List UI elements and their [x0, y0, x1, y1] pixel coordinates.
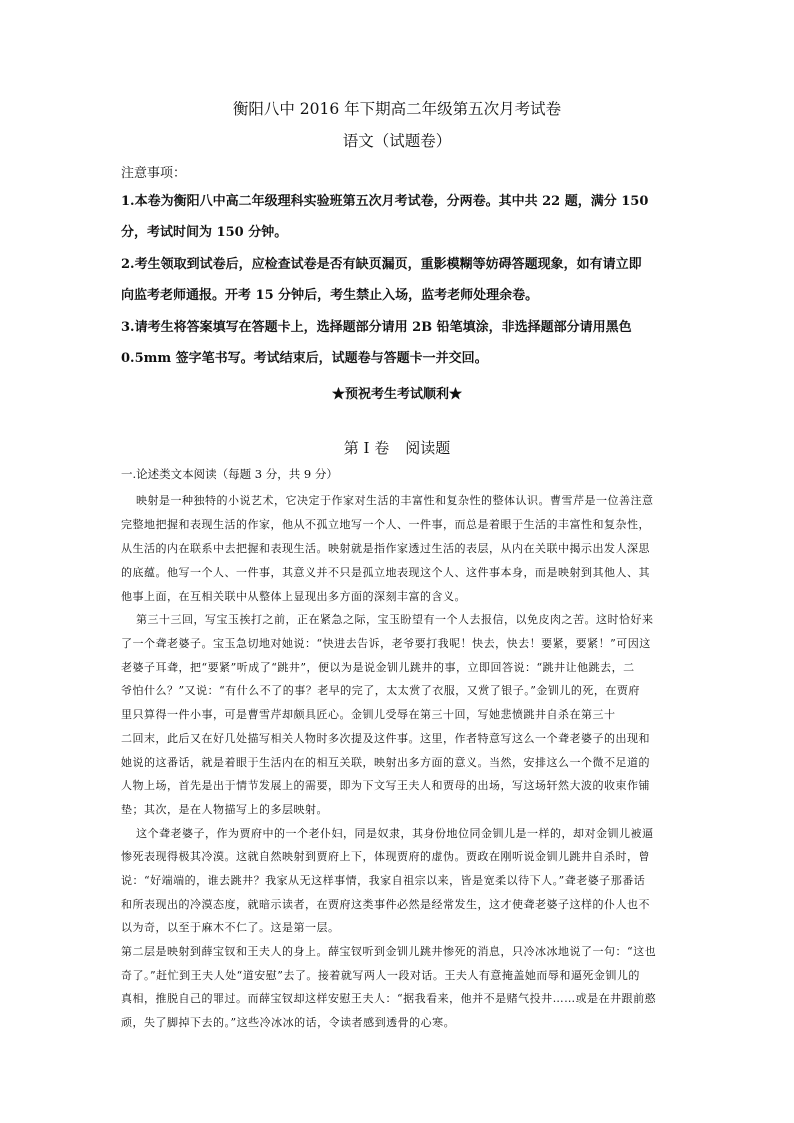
passage-line: 和所表现出的冷漠态度，就暗示读者，在贾府这类事件必然是经常发生，这才使聋老婆子这样的仆人也不	[121, 898, 650, 911]
passage-line: 人物上场，首先是出于情节发展上的需要，即为下文写王夫人和贾母的出场，写这场轩然大波的收束作铺	[121, 779, 650, 792]
section-name: 阅读题	[405, 439, 451, 457]
passage-line: 他事上面，在互相关联中从整体上显现出多方面的深刻丰富的含义。	[121, 590, 466, 603]
passage-line: 的底蕴。他写一个人、一件事，其意义并不只是孤立地表现这个人、这件事本身，而是映射到其他人、其	[121, 566, 650, 579]
passage-line: 二回末，此后又在好几处描写相关人物时多次提及这件事。这里，作者特意写这么一个聋老婆子的出现和	[121, 732, 650, 745]
passage-line: 以为奇，以至于麻木不仁了。这是第一层。	[121, 921, 340, 934]
exam-title: 衡阳八中 2016 年下期高二年级第五次月考试卷	[232, 100, 562, 118]
passage-line: 惨死表现得极其冷漠。这就自然映射到贾府上下，体现贾府的虚伪。贾政在刚听说金钏儿跳井自杀时，曾	[121, 850, 650, 863]
passage-line: 垫；其次，是在人物描写上的多层映射。	[121, 803, 328, 816]
passage-line: 奇了。”赶忙到王夫人处“道安慰”去了。接着就写两人一段对话。王夫人有意掩盖她而辱和逼死金钏儿的	[121, 969, 640, 982]
passage-line: 老婆子耳聋，把“要紧”听成了“跳井”，便以为是说金钏儿跳井的事，立即回答说：“跳井让他跳去，二	[121, 661, 635, 674]
passage-line: 了一个聋老婆子。宝玉急切地对她说：“快进去告诉，老爷要打我呢！快去，快去！要紧，要紧！”可因这	[121, 637, 651, 650]
notice-line: 分，考试时间为 150 分钟。	[121, 225, 288, 240]
passage-line: 映射是一种独特的小说艺术，它决定于作家对生活的丰富性和复杂性的整体认识。曹雪芹是一位善注意	[136, 494, 654, 507]
passage-line: 这个聋老婆子，作为贾府中的一个老仆妇，同是奴隶，其身份地位同金钏儿是一样的，却对金钏儿被逼	[136, 827, 654, 840]
passage-line: 她说的这番话，就是着眼于生活内在的相互关联，映射出多方面的意义。当然，安排这么一个微不足道的	[121, 756, 650, 769]
good-luck-banner: ★预祝考生考试顺利★	[331, 387, 462, 402]
passage-line: 里只算得一件小事，可是曹雪芹却颇具匠心。金钏儿受辱在第三十回，写她悲愤跳井自杀在第三十	[121, 708, 616, 721]
notice-heading: 注意事项：	[121, 166, 187, 181]
notice-line: 3.请考生将答案填写在答题卡上，选择题部分请用 2B 铅笔填涂，非选择题部分请用黑色	[121, 320, 632, 335]
passage-line: 第二层是映射到薛宝钗和王夫人的身上。薛宝钗听到金钏儿跳井惨死的消息，只冷冰冰地说了一句：“这也	[121, 945, 657, 958]
part-title: 一.论述类文本阅读（每题 3 分，共 9 分）	[121, 467, 338, 481]
section-label: 第 I 卷	[343, 439, 390, 457]
section-heading	[0, 437, 794, 458]
passage-line: 顽，失了脚掉下去的。”这些冷冰冰的话，令读者感到透骨的心寒。	[121, 1016, 456, 1029]
passage-line: 完整地把握和表现生活的作家，他从不孤立地写一个人、一件事，而总是着眼于生活的丰富性和复杂性，	[121, 518, 650, 531]
notice-line: 向监考老师通报。开考 15 分钟后，考生禁止入场，监考老师处理余卷。	[121, 288, 539, 303]
passage-line: 说：“好端端的，谁去跳井？我家从无这样事情，我家自祖宗以来，皆是宽柔以待下人。”聋老婆子那番话	[121, 874, 646, 887]
passage-line: 第三十三回，写宝玉挨打之前，正在紧急之际，宝玉盼望有一个人去报信，以免皮肉之苦。这时恰好来	[136, 613, 654, 626]
notice-line: 0.5mm 签字笔书写。考试结束后，试题卷与答题卡一并交回。	[121, 351, 488, 366]
notice-line: 1.本卷为衡阳八中高二年级理科实验班第五次月考试卷，分两卷。其中共 22 题，满分 150	[121, 194, 649, 209]
passage-line: 爷怕什么？”又说：“有什么不了的事？老早的完了，太太赏了衣服，又赏了银子。”金钏儿的死，在贾府	[121, 684, 640, 697]
notice-line: 2.考生领取到试卷后，应检查试卷是否有缺页漏页，重影模糊等妨碍答题现象，如有请立即	[121, 257, 642, 272]
passage-line: 从生活的内在联系中去把握和表现生活。映射就是指作家透过生活的表层，从内在关联中揭示出发人深思	[121, 542, 650, 555]
passage-line: 真相，推脱自己的罪过。而薛宝钗却这样安慰王夫人：“据我看来，他并不是赌气投井……或是在井跟前憨	[121, 992, 657, 1005]
exam-subtitle: 语文（试题卷）	[342, 132, 452, 150]
